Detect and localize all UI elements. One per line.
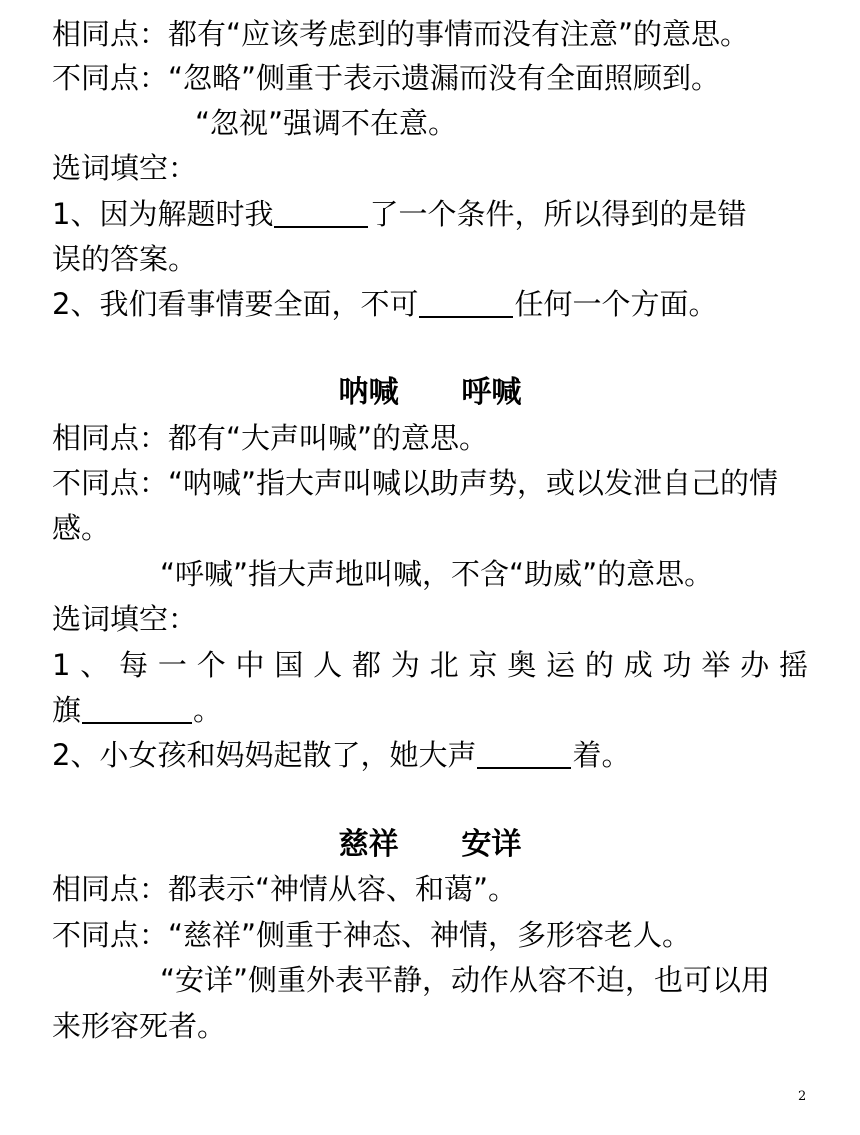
similarity-line: 相同点：都有“应该考虑到的事情而没有注意”的意思。 <box>52 17 750 51</box>
question-text: 2、小女孩和妈妈起散了，她大声 <box>52 738 477 772</box>
difference-line: “忽视”强调不在意。 <box>195 106 458 140</box>
difference-line-cont: 感。 <box>52 511 111 545</box>
answer-blank[interactable] <box>274 196 368 228</box>
question-text: 1、因为解题时我 <box>52 197 274 231</box>
difference-line: 不同点：“呐喊”指大声叫喊以助声势，或以发泄自己的情 <box>52 466 779 500</box>
similarity-line: 相同点：都表示“神情从容、和蔼”。 <box>52 872 518 906</box>
difference-line: 不同点：“忽略”侧重于表示遗漏而没有全面照顾到。 <box>52 61 721 95</box>
question-text: 旗 <box>52 693 82 727</box>
exercise-question-2 <box>52 732 808 778</box>
similarity-line: 相同点：都有“大声叫喊”的意思。 <box>52 421 489 455</box>
difference-line: “呼喊”指大声地叫喊，不含“助威”的意思。 <box>160 557 714 591</box>
question-text: 了一个条件，所以得到的是错 <box>369 197 747 231</box>
exercise-label: 选词填空： <box>52 151 198 185</box>
page-number: 2 <box>798 1089 807 1104</box>
word-pair-heading: 呐喊 呼喊 <box>338 375 522 410</box>
exercise-question-1-cont <box>52 687 808 733</box>
question-text: 。 <box>193 693 223 727</box>
exercise-question-1-cont: 误的答案。 <box>52 242 198 276</box>
exercise-question-1 <box>52 191 808 237</box>
difference-line-cont: 来形容死者。 <box>52 1009 227 1043</box>
question-text: 任何一个方面。 <box>514 287 718 321</box>
word-pair-heading: 慈祥 安详 <box>338 827 522 862</box>
question-text: 2、我们看事情要全面，不可 <box>52 287 419 321</box>
exercise-label: 选词填空： <box>52 602 198 636</box>
difference-line: “安详”侧重外表平静，动作从容不迫，也可以用 <box>160 963 771 997</box>
difference-line: 不同点：“慈祥”侧重于神态、神情，多形容老人。 <box>52 918 692 952</box>
exercise-question-1: 1、每一个中国人都为北京奥运的成功举办摇 <box>52 648 808 682</box>
answer-blank[interactable] <box>419 286 513 318</box>
answer-blank[interactable] <box>82 692 192 724</box>
exercise-question-2 <box>52 281 808 327</box>
question-text: 着。 <box>572 738 631 772</box>
answer-blank[interactable] <box>477 737 571 769</box>
